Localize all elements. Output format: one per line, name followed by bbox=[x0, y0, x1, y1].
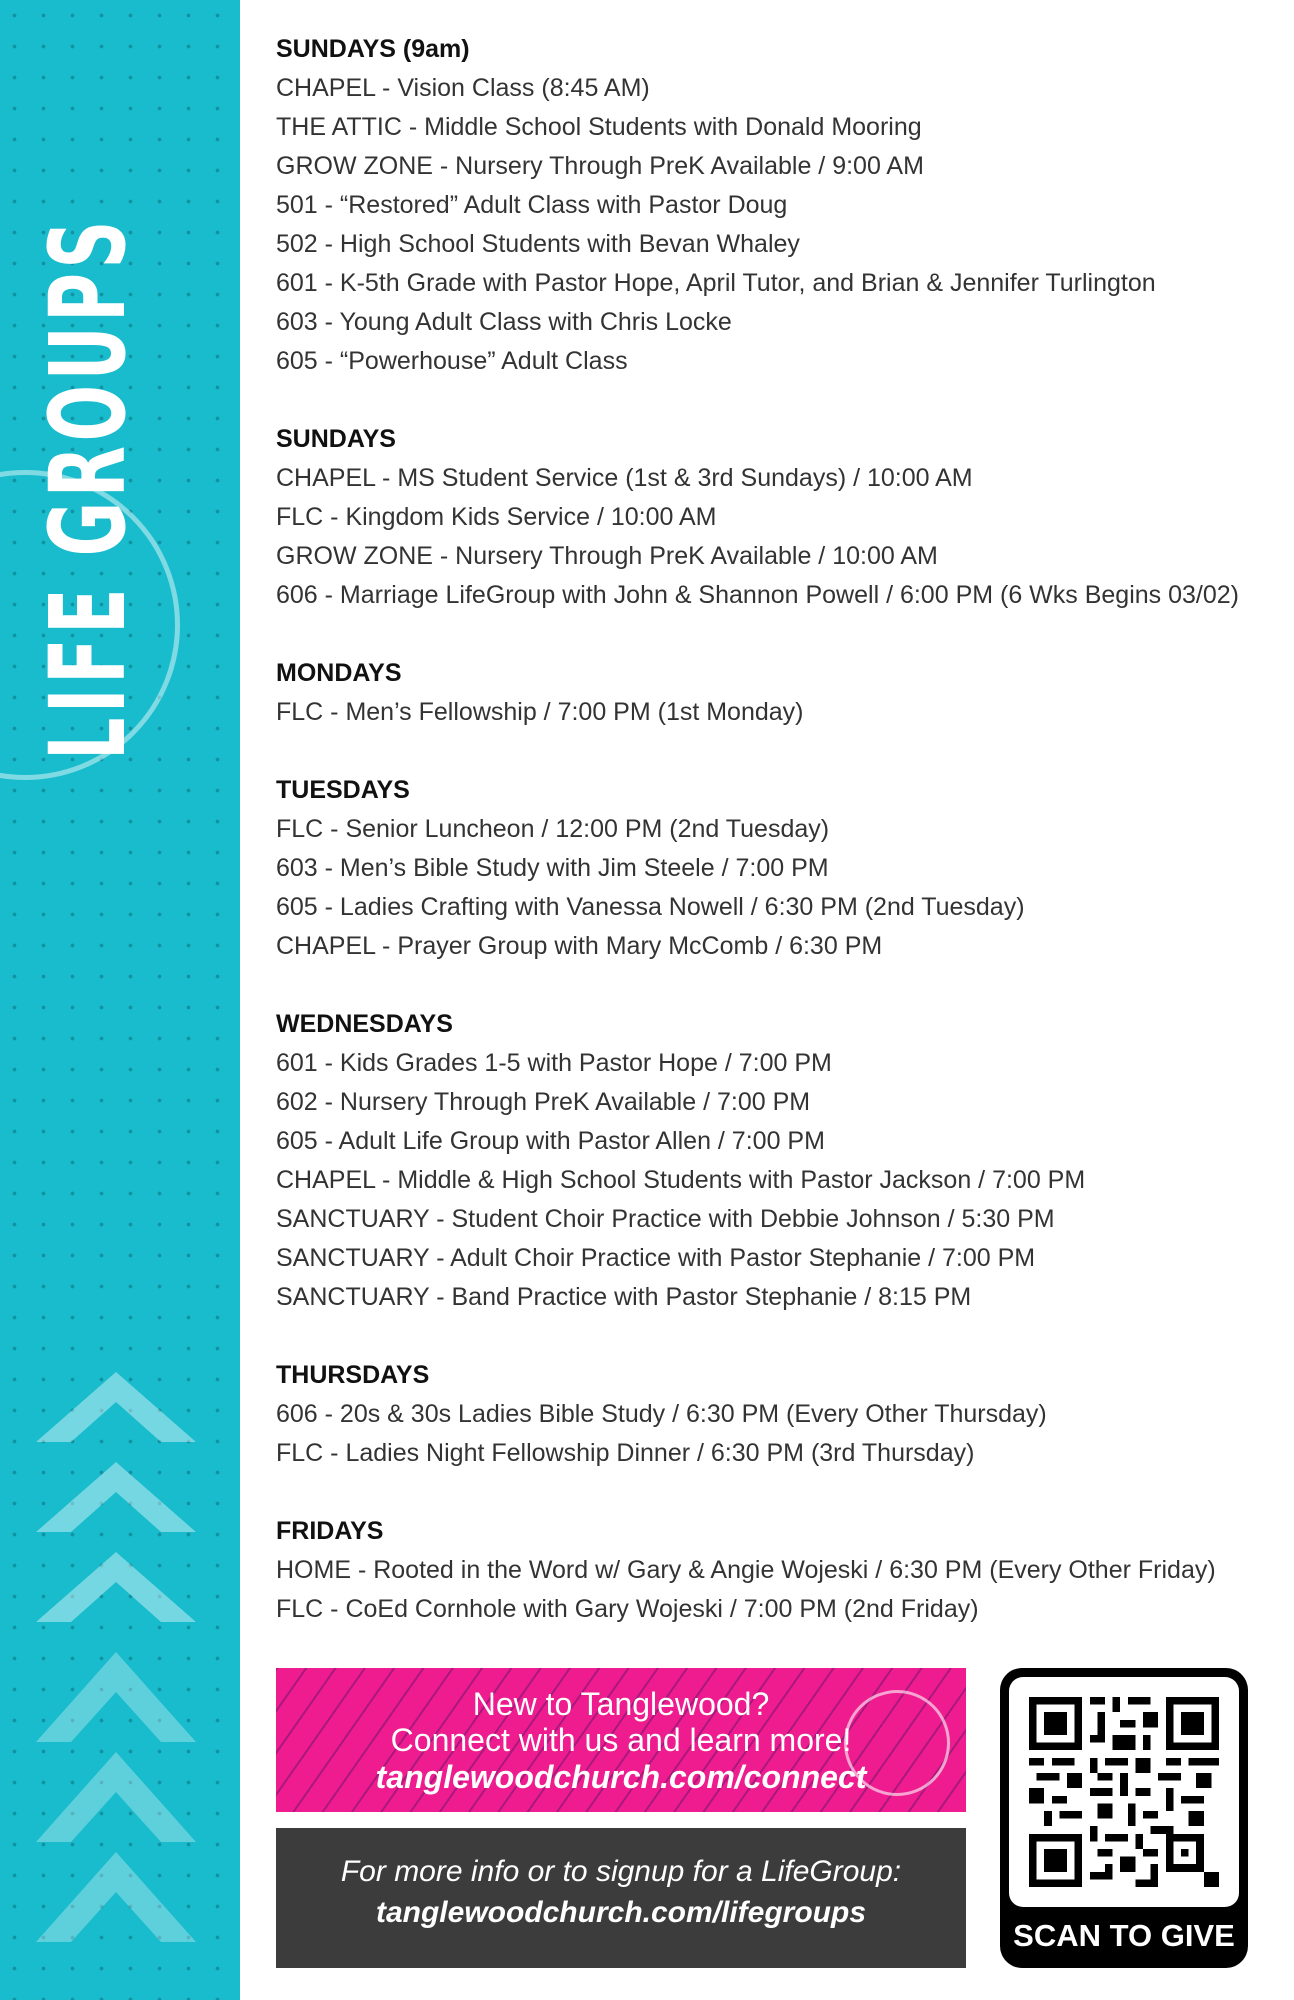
schedule-item: SANCTUARY - Adult Choir Practice with Pastor Stephanie / 7:00 PM bbox=[276, 1244, 1036, 1272]
schedule-item: 601 - K-5th Grade with Pastor Hope, April Tutor, and Brian & Jennifer Turlington bbox=[276, 269, 1156, 297]
schedule-item: CHAPEL - Vision Class (8:45 AM) bbox=[276, 74, 650, 102]
schedule-item: FLC - Ladies Night Fellowship Dinner / 6:30 PM (3rd Thursday) bbox=[276, 1439, 975, 1467]
section-heading: MONDAYS bbox=[276, 659, 402, 687]
connect-link[interactable]: tanglewoodchurch.com/connect bbox=[375, 1759, 867, 1795]
schedule-item: 606 - 20s & 30s Ladies Bible Study / 6:30 PM (Every Other Thursday) bbox=[276, 1400, 1047, 1428]
schedule-section-sundays-9am bbox=[276, 30, 1276, 381]
schedule-item: 605 - Ladies Crafting with Vanessa Nowell / 6:30 PM (2nd Tuesday) bbox=[276, 893, 1025, 921]
scan-to-give-card[interactable] bbox=[1000, 1668, 1248, 1968]
connect-banner-line2: Connect with us and learn more! bbox=[390, 1722, 852, 1758]
chevron-group-top bbox=[36, 1372, 196, 1632]
schedule-item: 501 - “Restored” Adult Class with Pastor Doug bbox=[276, 191, 788, 219]
section-heading: THURSDAYS bbox=[276, 1361, 430, 1389]
schedule-item: FLC - Senior Luncheon / 12:00 PM (2nd Tuesday) bbox=[276, 815, 830, 843]
lifegroups-info-banner bbox=[276, 1828, 966, 1968]
schedule-item: 605 - Adult Life Group with Pastor Allen / 7:00 PM bbox=[276, 1127, 825, 1155]
scan-to-give-label: SCAN TO GIVE bbox=[1013, 1918, 1235, 1953]
schedule-item: 603 - Young Adult Class with Chris Locke bbox=[276, 308, 732, 336]
schedule-section-tuesdays bbox=[276, 771, 1276, 966]
chevron-up-icon bbox=[36, 1552, 196, 1622]
schedule-item: 502 - High School Students with Bevan Whaley bbox=[276, 230, 800, 258]
schedule-section-wednesdays bbox=[276, 1005, 1276, 1317]
section-heading: SUNDAYS (9am) bbox=[276, 35, 470, 63]
schedule-item: CHAPEL - MS Student Service (1st & 3rd Sundays) / 10:00 AM bbox=[276, 464, 973, 492]
sidebar-title-text: LIFE GROUPS bbox=[27, 216, 149, 760]
schedule-item: THE ATTIC - Middle School Students with Donald Mooring bbox=[276, 113, 922, 141]
schedule-item: FLC - Men’s Fellowship / 7:00 PM (1st Monday) bbox=[276, 698, 804, 726]
schedule-section-fridays bbox=[276, 1512, 1276, 1629]
schedule-item: 606 - Marriage LifeGroup with John & Shannon Powell / 6:00 PM (6 Wks Begins 03/02) bbox=[276, 581, 1240, 609]
chevron-group-bottom bbox=[36, 1652, 196, 1952]
chevron-up-icon bbox=[36, 1852, 196, 1942]
chevron-up-icon bbox=[36, 1652, 196, 1742]
info-banner-text: For more info or to signup for a LifeGroup: bbox=[340, 1855, 902, 1888]
qr-code-container bbox=[1009, 1677, 1239, 1907]
lifegroups-link[interactable]: tanglewoodchurch.com/lifegroups bbox=[375, 1896, 867, 1929]
schedule-section-thursdays bbox=[276, 1356, 1276, 1473]
chevron-up-icon bbox=[36, 1462, 196, 1532]
section-heading: SUNDAYS bbox=[276, 425, 396, 453]
schedule-item: FLC - Kingdom Kids Service / 10:00 AM bbox=[276, 503, 717, 531]
schedule-section-sundays bbox=[276, 420, 1276, 615]
schedule-item: SANCTUARY - Student Choir Practice with Debbie Johnson / 5:30 PM bbox=[276, 1205, 1055, 1233]
connect-banner bbox=[276, 1668, 966, 1812]
schedule-item: 603 - Men’s Bible Study with Jim Steele / 7:00 PM bbox=[276, 854, 829, 882]
schedule-item: GROW ZONE - Nursery Through PreK Available / 9:00 AM bbox=[276, 152, 924, 180]
schedule-item: CHAPEL - Prayer Group with Mary McComb / 6:30 PM bbox=[276, 932, 883, 960]
schedule-item: 602 - Nursery Through PreK Available / 7:00 PM bbox=[276, 1088, 811, 1116]
schedule-item: 601 - Kids Grades 1-5 with Pastor Hope / 7:00 PM bbox=[276, 1049, 832, 1077]
schedule-section-mondays bbox=[276, 654, 1276, 732]
schedule-item: GROW ZONE - Nursery Through PreK Available / 10:00 AM bbox=[276, 542, 938, 570]
section-heading: TUESDAYS bbox=[276, 776, 410, 804]
section-heading: FRIDAYS bbox=[276, 1517, 384, 1545]
qr-code-icon[interactable] bbox=[1029, 1697, 1219, 1887]
section-heading: WEDNESDAYS bbox=[276, 1010, 453, 1038]
schedule-item: CHAPEL - Middle & High School Students with Pastor Jackson / 7:00 PM bbox=[276, 1166, 1086, 1194]
connect-banner-line1: New to Tanglewood? bbox=[472, 1686, 770, 1722]
schedule-list bbox=[276, 30, 1276, 1668]
schedule-item: HOME - Rooted in the Word w/ Gary & Angie Wojeski / 6:30 PM (Every Other Friday) bbox=[276, 1556, 1216, 1584]
schedule-item: 605 - “Powerhouse” Adult Class bbox=[276, 347, 628, 375]
chevron-up-icon bbox=[36, 1372, 196, 1442]
chevron-up-icon bbox=[36, 1752, 196, 1842]
schedule-item: SANCTUARY - Band Practice with Pastor Stephanie / 8:15 PM bbox=[276, 1283, 972, 1311]
schedule-item: FLC - CoEd Cornhole with Gary Wojeski / 7:00 PM (2nd Friday) bbox=[276, 1595, 979, 1623]
sidebar bbox=[0, 0, 240, 2000]
